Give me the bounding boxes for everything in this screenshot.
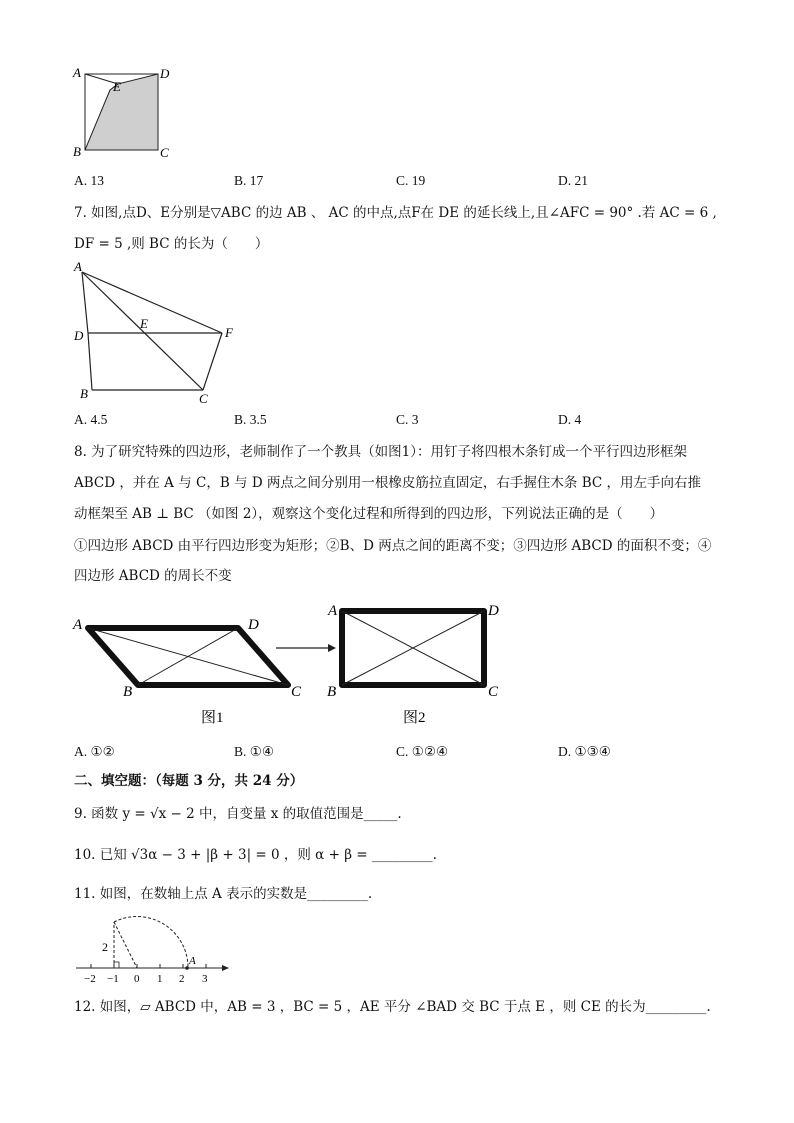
- q8-fig1-caption: 图1: [201, 710, 224, 726]
- q8-fig1-label-d: D: [248, 617, 259, 633]
- q11-tick-0: 0: [134, 973, 140, 985]
- q7-label-c: C: [199, 391, 208, 406]
- q11-point-label: A: [189, 955, 196, 967]
- q8-fig2: [327, 603, 499, 726]
- q11-tick-neg2: −2: [84, 973, 96, 985]
- q7-figure: [70, 258, 250, 406]
- q8-fig1: [72, 617, 302, 726]
- q8-option-a: A. ①②: [74, 744, 115, 759]
- q11-tick-2: 2: [179, 973, 185, 985]
- q11-tick-3: 3: [202, 973, 208, 985]
- q7-text-line2: DF = 5 ,则 BC 的长为（ ）: [74, 236, 269, 252]
- q7-label-f: F: [225, 325, 233, 340]
- q7-label-d: D: [74, 328, 84, 343]
- arrow-right-icon: [276, 644, 336, 652]
- q8-option-c: C. ①②④: [396, 744, 449, 759]
- q8-text-line1: 8. 为了研究特殊的四边形，老师制作了一个教具（如图1）：用钉子将四根木条钉成一个平行四边形框架: [74, 444, 688, 460]
- q10-text: 10. 已知 √3α − 3 + |β + 3| = 0 ，则 α + β = _________.: [74, 847, 437, 863]
- q7-text-line1: 7. 如图,点D、E分别是▽ABC 的边 AB 、 AC 的中点,点F在 DE 的延长线上,且∠AFC = 90° .若 AC = 6 ,: [74, 205, 717, 221]
- q6-option-d: D. 21: [558, 173, 588, 188]
- q11-text: 11. 如图，在数轴上点 A 表示的实数是_________.: [74, 886, 373, 902]
- q7-option-c: C. 3: [396, 412, 419, 427]
- q6-label-a: A: [73, 65, 81, 80]
- q8-fig2-label-d: D: [488, 603, 499, 619]
- q8-fig1-label-c: C: [291, 684, 302, 700]
- q6-figure: [70, 62, 180, 162]
- q8-text-line3: 动框架至 AB ⊥ BC （如图 2），观察这个变化过程和所得到的四边形，下列说法正确的是（ ）: [74, 506, 664, 522]
- q8-text-line4: ①四边形 ABCD 由平行四边形变为矩形；②B、D 两点之间的距离不变；③四边形 ABCD 的面积不变；④: [74, 538, 712, 554]
- q8-option-d: D. ①③④: [558, 744, 611, 759]
- q9-text: 9. 函数 y = √x − 2 中，自变量 x 的取值范围是_____.: [74, 806, 402, 822]
- q6-label-d: D: [160, 66, 170, 81]
- q6-label-c: C: [160, 145, 169, 160]
- q6-option-a: A. 13: [74, 173, 104, 188]
- q6-label-e: E: [113, 79, 121, 94]
- q7-option-b: B. 3.5: [234, 412, 267, 427]
- q8-fig1-label-b: B: [123, 684, 133, 700]
- q8-fig2-caption: 图2: [403, 710, 426, 726]
- q8-text-line2: ABCD ，并在 A 与 C，B 与 D 两点之间分别用一根橡皮筋拉直固定，右手握住木条 BC ，用左手向右推: [74, 475, 702, 491]
- q6-option-c: C. 19: [396, 173, 426, 188]
- q11-number-line: [70, 905, 240, 985]
- q11-tick-1: 1: [157, 973, 163, 985]
- q8-text-line5: 四边形 ABCD 的周长不变: [74, 568, 232, 584]
- q7-label-a: A: [74, 259, 82, 274]
- q7-label-b: B: [80, 386, 88, 401]
- q12-text: 12. 如图，▱ ABCD 中，AB = 3 ，BC = 5 ，AE 平分 ∠BAD 交 BC 于点 E ，则 CE 的长为_________.: [74, 999, 711, 1015]
- q11-height-label: 2: [102, 940, 108, 954]
- q8-fig2-label-a: A: [328, 603, 338, 619]
- section-title: 二、填空题：（每题 3 分，共 24 分）: [74, 773, 304, 789]
- q8-fig2-label-b: B: [327, 684, 337, 700]
- q7-option-a: A. 4.5: [74, 412, 108, 427]
- q8-fig1-label-a: A: [73, 617, 83, 633]
- q8-figures: [60, 598, 520, 733]
- q7-option-d: D. 4: [558, 412, 582, 427]
- q8-option-b: B. ①④: [234, 744, 274, 759]
- q8-fig2-label-c: C: [488, 684, 499, 700]
- q6-option-b: B. 17: [234, 173, 264, 188]
- q6-label-b: B: [73, 144, 81, 159]
- q11-tick-neg1: −1: [107, 973, 119, 985]
- q7-label-e: E: [140, 316, 148, 331]
